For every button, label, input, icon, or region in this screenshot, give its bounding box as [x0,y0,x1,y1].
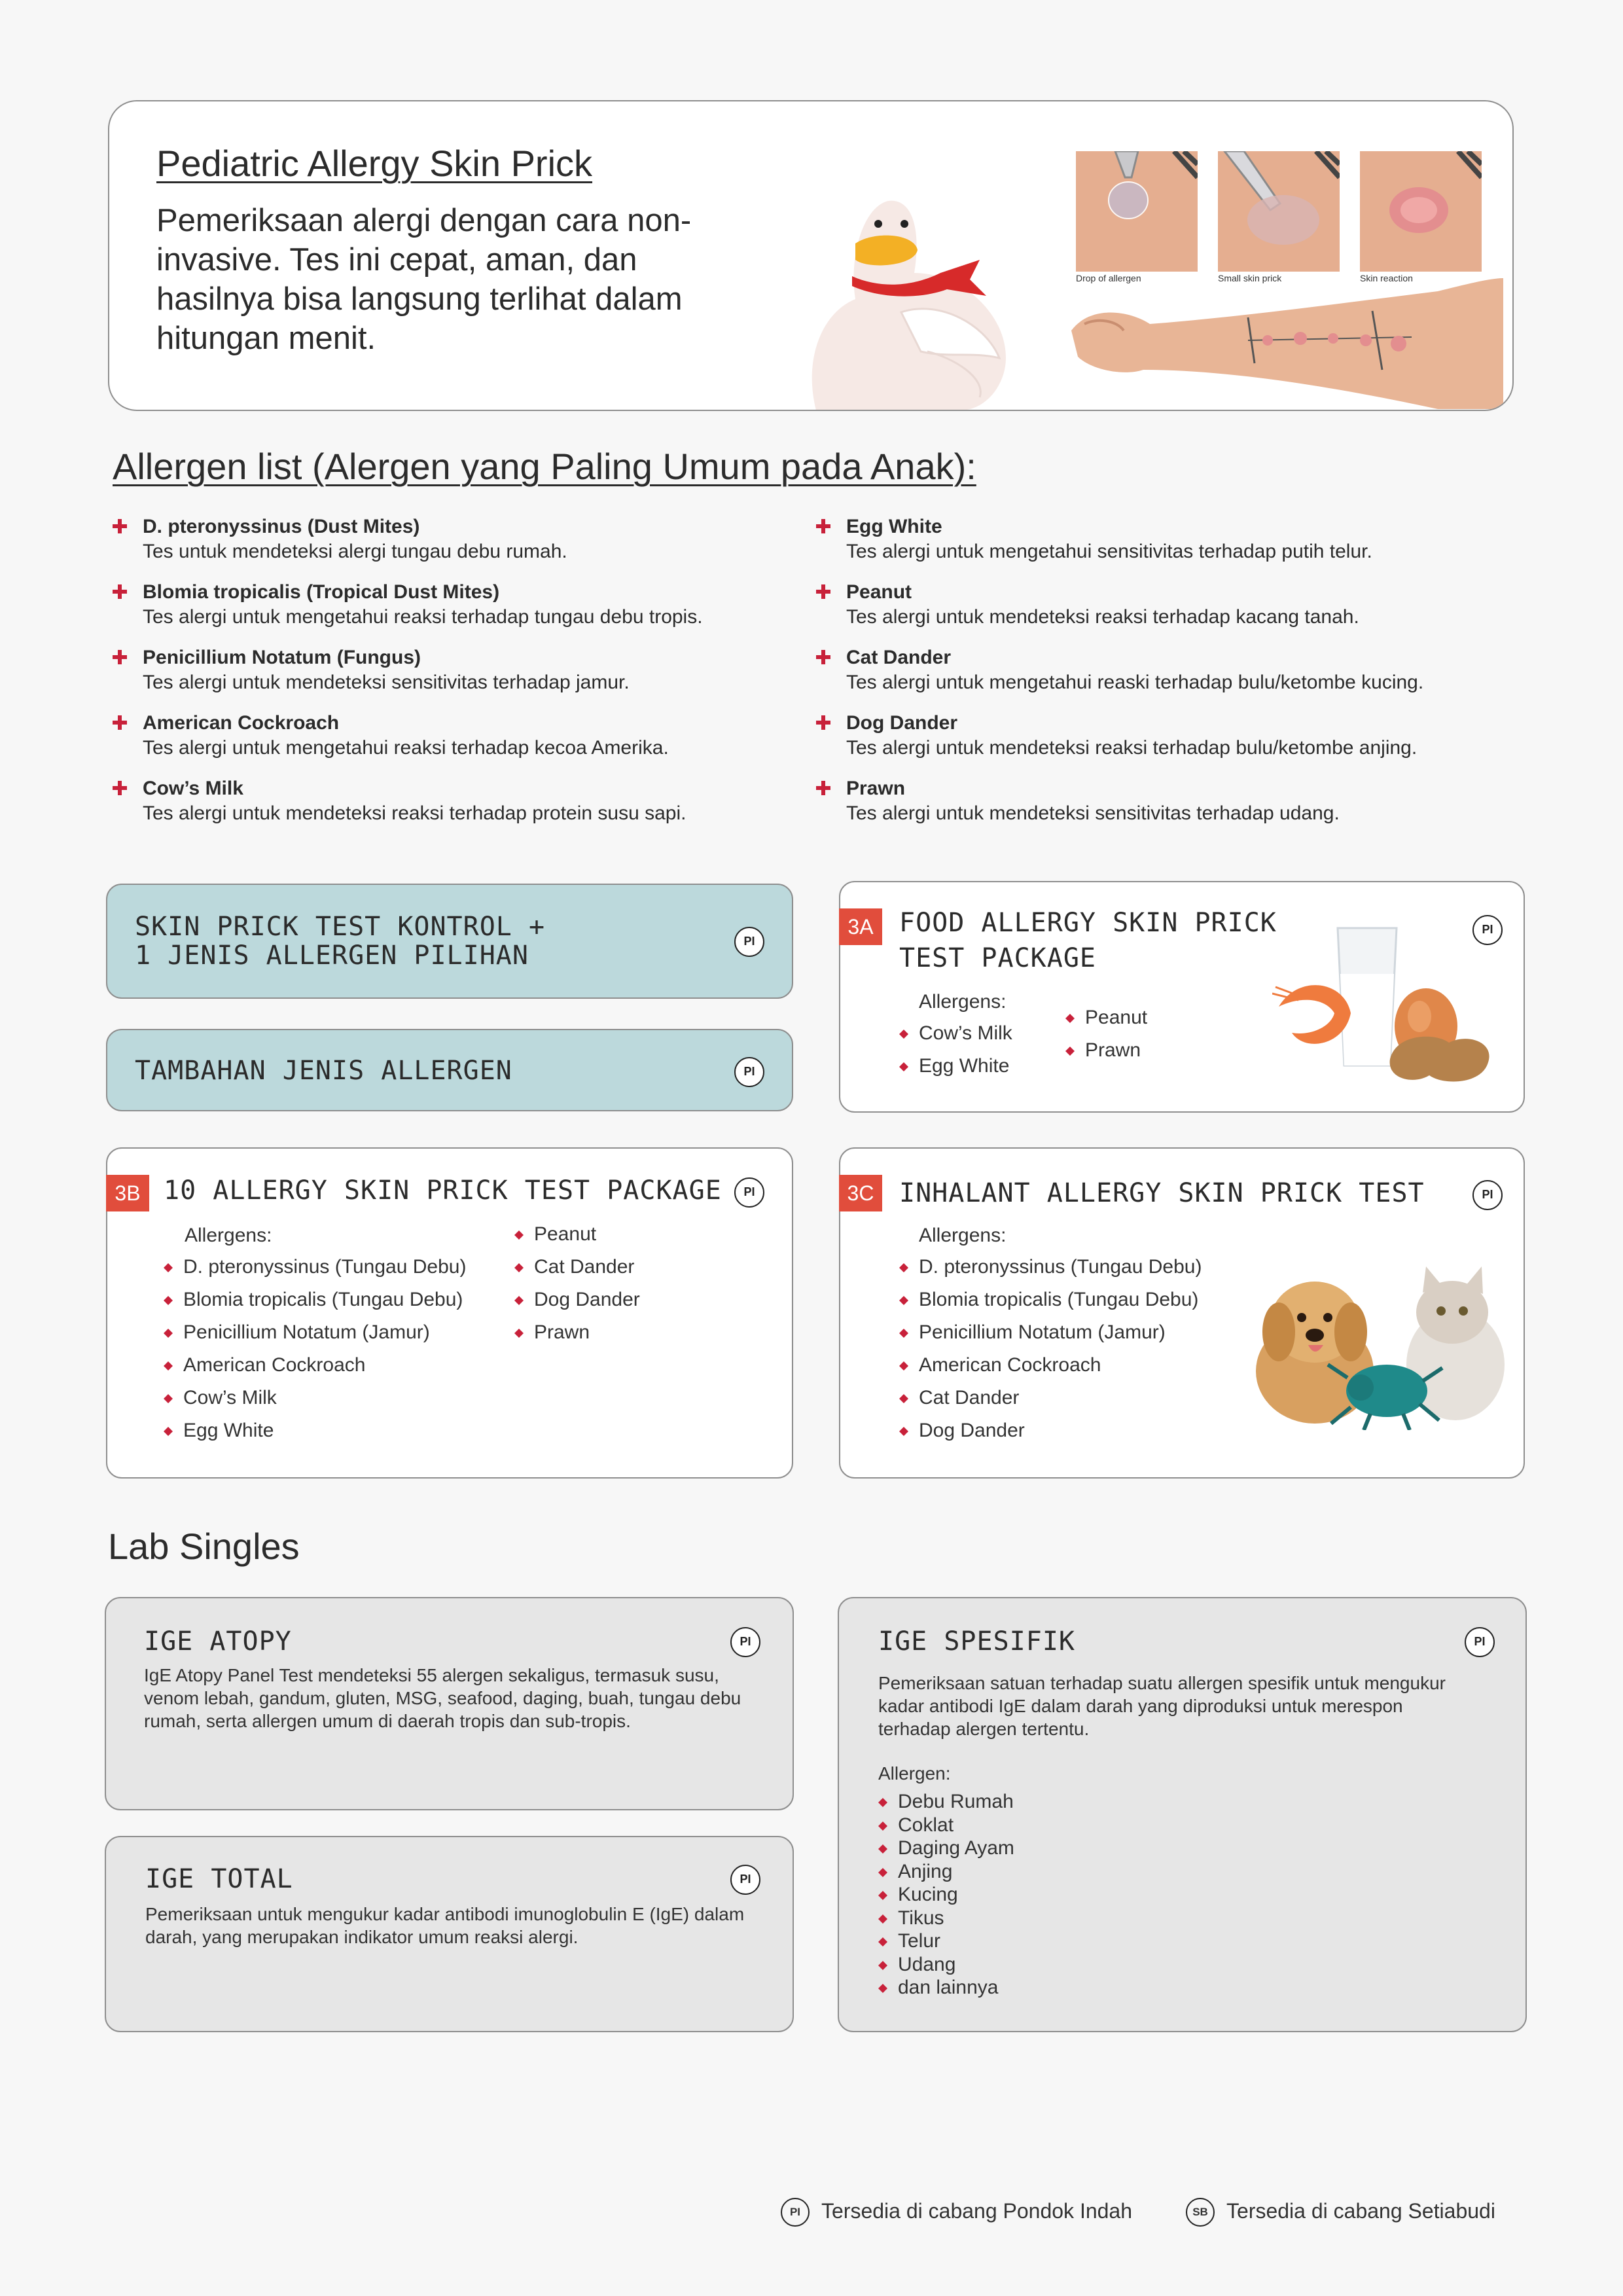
list-item-label: American Cockroach [919,1354,1101,1376]
ige-total-card[interactable] [105,1836,794,2032]
list-item-label: Kucing [898,1884,958,1905]
hero-card [108,100,1514,411]
ige-spesifik-description: Pemeriksaan satuan terhadap suatu allergen spesifik untuk mengukur kadar antibodi IgE dalam darah yang diproduksi untuk merespon terhadap alergen tertentu. [878,1673,1446,1739]
pi-badge-icon: PI [734,1177,764,1208]
package-food-title-1: FOOD ALLERGY SKIN PRICK [899,908,1277,938]
list-item [878,1814,954,1837]
diamond-bullet-icon [878,1868,887,1877]
ige-spesifik-card[interactable] [838,1597,1527,2032]
duck-mascot-icon [790,162,1026,410]
allergen-name: Prawn [846,778,906,799]
list-item [899,1387,1019,1409]
list-item [899,1022,1012,1045]
skin-panel-drop [1076,151,1198,272]
pi-badge-icon: PI [1465,1627,1495,1657]
food-allergens-illustration-icon [1272,922,1495,1092]
list-item-label: Coklat [898,1814,954,1836]
step-caption-3: Skin reaction [1360,273,1413,283]
list-item [878,1861,952,1883]
diamond-bullet-icon [164,1296,173,1305]
allergen-description: Tes alergi untuk mendeteksi sensitivitas terhadap jamur. [143,672,630,693]
list-item [878,1977,998,1999]
ige-atopy-card[interactable] [105,1597,794,1810]
list-item-label: Telur [898,1930,941,1952]
list-item [1065,1039,1141,1062]
list-item-label: Anjing [898,1860,953,1882]
list-item [878,1884,958,1906]
list-item [514,1321,590,1344]
list-item [899,1354,1101,1376]
package-ten-tag: 3B [106,1175,149,1211]
diamond-bullet-icon [878,1937,887,1946]
diamond-bullet-icon [164,1263,173,1272]
list-item-label: Debu Rumah [898,1791,1014,1812]
diamond-bullet-icon [164,1329,173,1338]
allergen-name: Blomia tropicalis (Tropical Dust Mites) [143,581,500,603]
list-item [878,1954,955,1976]
allergen-description: Tes alergi untuk mendeteksi reaksi terhadap bulu/ketombe anjing. [846,737,1418,759]
package-tambahan-title: TAMBAHAN JENIS ALLERGEN [135,1056,512,1086]
list-item-label: D. pteronyssinus (Tungau Debu) [919,1256,1202,1278]
list-item-label: Daging Ayam [898,1837,1014,1859]
list-item [164,1289,463,1311]
list-item [164,1354,365,1376]
list-item-label: Egg White [183,1420,274,1441]
diamond-bullet-icon [878,1821,887,1831]
list-item-label: Penicillium Notatum (Jamur) [183,1321,430,1343]
allergen-name: D. pteronyssinus (Dust Mites) [143,516,420,537]
plus-bullet-icon [816,715,830,730]
diamond-bullet-icon [899,1329,908,1338]
plus-bullet-icon [113,715,127,730]
diamond-bullet-icon [514,1263,524,1272]
list-item-label: dan lainnya [898,1977,999,1998]
ige-total-description: Pemeriksaan untuk mengukur kadar antibodi imunoglobulin E (IgE) dalam darah, yang merupakan indikator umum reaksi alergi. [145,1904,745,1947]
ige-spesifik-allergen-label: Allergen: [878,1763,951,1784]
plus-bullet-icon [113,650,127,664]
allergen-name: Penicillium Notatum (Fungus) [143,647,421,668]
list-item-label: Prawn [1085,1039,1141,1061]
pi-badge-icon: PI [734,1057,764,1087]
list-item [878,1930,940,1952]
list-item-label: Dog Dander [534,1289,640,1310]
package-kontrol-card[interactable] [106,884,793,999]
package-inhalant-title: INHALANT ALLERGY SKIN PRICK TEST [899,1178,1425,1208]
package-ten-title: 10 ALLERGY SKIN PRICK TEST PACKAGE [164,1175,722,1206]
pi-badge-icon: PI [734,927,764,957]
plus-bullet-icon [816,584,830,599]
allergen-name: Dog Dander [846,712,958,734]
list-item [899,1420,1025,1442]
diamond-bullet-icon [164,1394,173,1403]
allergen-description: Tes alergi untuk mengetahui reaski terhadap bulu/ketombe kucing. [846,672,1424,693]
list-item [514,1223,596,1246]
list-item [514,1289,640,1311]
list-item-label: Blomia tropicalis (Tungau Debu) [183,1289,463,1310]
list-item-label: Penicillium Notatum (Jamur) [919,1321,1166,1343]
list-item-label: Udang [898,1953,956,1975]
allergen-name: Cow’s Milk [143,778,243,799]
list-item [164,1387,277,1409]
list-item [899,1321,1166,1344]
legend-sb-text: Tersedia di cabang Setiabudi [1226,2199,1495,2223]
list-item-label: Tikus [898,1907,944,1929]
sb-badge-icon: SB [1186,2198,1215,2227]
allergen-name: Peanut [846,581,912,603]
step-caption-1: Drop of allergen [1076,273,1141,283]
list-item [1065,1007,1147,1029]
diamond-bullet-icon [164,1427,173,1436]
list-item-label: D. pteronyssinus (Tungau Debu) [183,1256,467,1278]
diamond-bullet-icon [899,1361,908,1371]
hero-description: Pemeriksaan alergi dengan cara non-invasive. Tes ini cepat, aman, dan hasilnya bisa langsung terlihat dalam hitungan menit. [156,203,692,356]
diamond-bullet-icon [878,1984,887,1993]
plus-bullet-icon [816,519,830,533]
legend-pi-text: Tersedia di cabang Pondok Indah [821,2199,1133,2223]
plus-bullet-icon [113,781,127,795]
package-food-tag: 3A [839,908,882,945]
list-item [164,1420,274,1442]
list-item-label: Cow’s Milk [919,1022,1012,1044]
allergen-description: Tes alergi untuk mengetahui reaksi terhadap tungau debu tropis. [143,606,703,628]
list-item-label: Blomia tropicalis (Tungau Debu) [919,1289,1199,1310]
plus-bullet-icon [113,519,127,533]
package-tambahan-card[interactable] [106,1029,793,1111]
diamond-bullet-icon [878,1914,887,1924]
allergen-description: Tes alergi untuk mengetahui sensitivitas terhadap putih telur. [846,541,1372,562]
allergen-description: Tes alergi untuk mendeteksi sensitivitas terhadap udang. [846,802,1340,824]
list-item [514,1256,634,1278]
list-item-label: Cow’s Milk [183,1387,277,1408]
list-item-label: Egg White [919,1055,1010,1077]
ige-atopy-description: IgE Atopy Panel Test mendeteksi 55 alergen sekaligus, termasuk susu, venom lebah, gandum, gluten, MSG, seafood, daging, buah, tungau debu rumah, serta allergen umum di daerah tropis dan sub-tropis. [144,1665,741,1731]
list-item-label: Cat Dander [534,1256,635,1278]
plus-bullet-icon [816,781,830,795]
diamond-bullet-icon [899,1394,908,1403]
pets-and-mite-illustration-icon [1246,1260,1514,1430]
package-inhalant-tag: 3C [839,1175,882,1211]
arm-illustration-icon [1071,278,1503,409]
diamond-bullet-icon [899,1062,908,1071]
list-item-label: Peanut [1085,1007,1148,1028]
diamond-bullet-icon [878,1844,887,1854]
allergen-description: Tes alergi untuk mendeteksi reaksi terhadap protein susu sapi. [143,802,687,824]
diamond-bullet-icon [878,1891,887,1900]
allergen-name: American Cockroach [143,712,340,734]
pi-badge-icon: PI [730,1865,760,1895]
allergen-name: Cat Dander [846,647,952,668]
lab-singles-title: Lab Singles [108,1526,300,1567]
diamond-bullet-icon [899,1427,908,1436]
hero-title: Pediatric Allergy Skin Prick [156,143,593,184]
pi-badge-icon: PI [730,1627,760,1657]
list-item-label: Prawn [534,1321,590,1343]
list-item [899,1055,1009,1077]
diamond-bullet-icon [878,1961,887,1970]
package-inhalant-allergens-label: Allergens: [919,1225,1007,1246]
diamond-bullet-icon [514,1230,524,1240]
package-food-allergens-label: Allergens: [919,991,1007,1013]
list-item-label: American Cockroach [183,1354,366,1376]
allergen-list-title: Allergen list (Alergen yang Paling Umum pada Anak): [113,446,976,487]
skin-panel-reaction [1360,151,1482,272]
package-food-title-2: TEST PACKAGE [899,943,1096,973]
list-item [899,1256,1202,1278]
list-item [164,1321,430,1344]
diamond-bullet-icon [1065,1047,1075,1056]
package-kontrol-title-2: 1 JENIS ALLERGEN PILIHAN [135,941,529,971]
package-kontrol-title-1: SKIN PRICK TEST KONTROL + [135,912,546,942]
plus-bullet-icon [816,650,830,664]
skin-panel-prick [1218,151,1340,272]
package-inhalant-card[interactable] [839,1147,1525,1479]
diamond-bullet-icon [164,1361,173,1371]
step-caption-2: Small skin prick [1218,273,1282,283]
diamond-bullet-icon [1065,1014,1075,1023]
list-item [164,1256,466,1278]
ige-total-title: IGE TOTAL [145,1864,293,1894]
diamond-bullet-icon [899,1296,908,1305]
diamond-bullet-icon [514,1329,524,1338]
pi-badge-icon: PI [781,2198,810,2227]
ige-spesifik-title: IGE SPESIFIK [878,1626,1075,1657]
pi-badge-icon: PI [1472,915,1503,945]
list-item [899,1289,1198,1311]
list-item-label: Dog Dander [919,1420,1025,1441]
diamond-bullet-icon [899,1263,908,1272]
package-ten-card[interactable] [106,1147,793,1479]
allergen-description: Tes alergi untuk mendeteksi reaksi terhadap kacang tanah. [846,606,1359,628]
diamond-bullet-icon [878,1798,887,1807]
diamond-bullet-icon [899,1030,908,1039]
list-item-label: Cat Dander [919,1387,1020,1408]
list-item [878,1791,1014,1813]
plus-bullet-icon [113,584,127,599]
list-item-label: Peanut [534,1223,597,1245]
list-item [878,1907,944,1929]
allergen-description: Tes untuk mendeteksi alergi tungau debu rumah. [143,541,567,562]
allergen-name: Egg White [846,516,942,537]
ige-atopy-title: IGE ATOPY [144,1626,292,1657]
package-ten-allergens-label: Allergens: [185,1225,272,1246]
allergen-description: Tes alergi untuk mengetahui reaksi terhadap kecoa Amerika. [143,737,669,759]
pi-badge-icon: PI [1472,1180,1503,1210]
list-item [878,1837,1014,1859]
package-food-card[interactable] [839,881,1525,1113]
diamond-bullet-icon [514,1296,524,1305]
